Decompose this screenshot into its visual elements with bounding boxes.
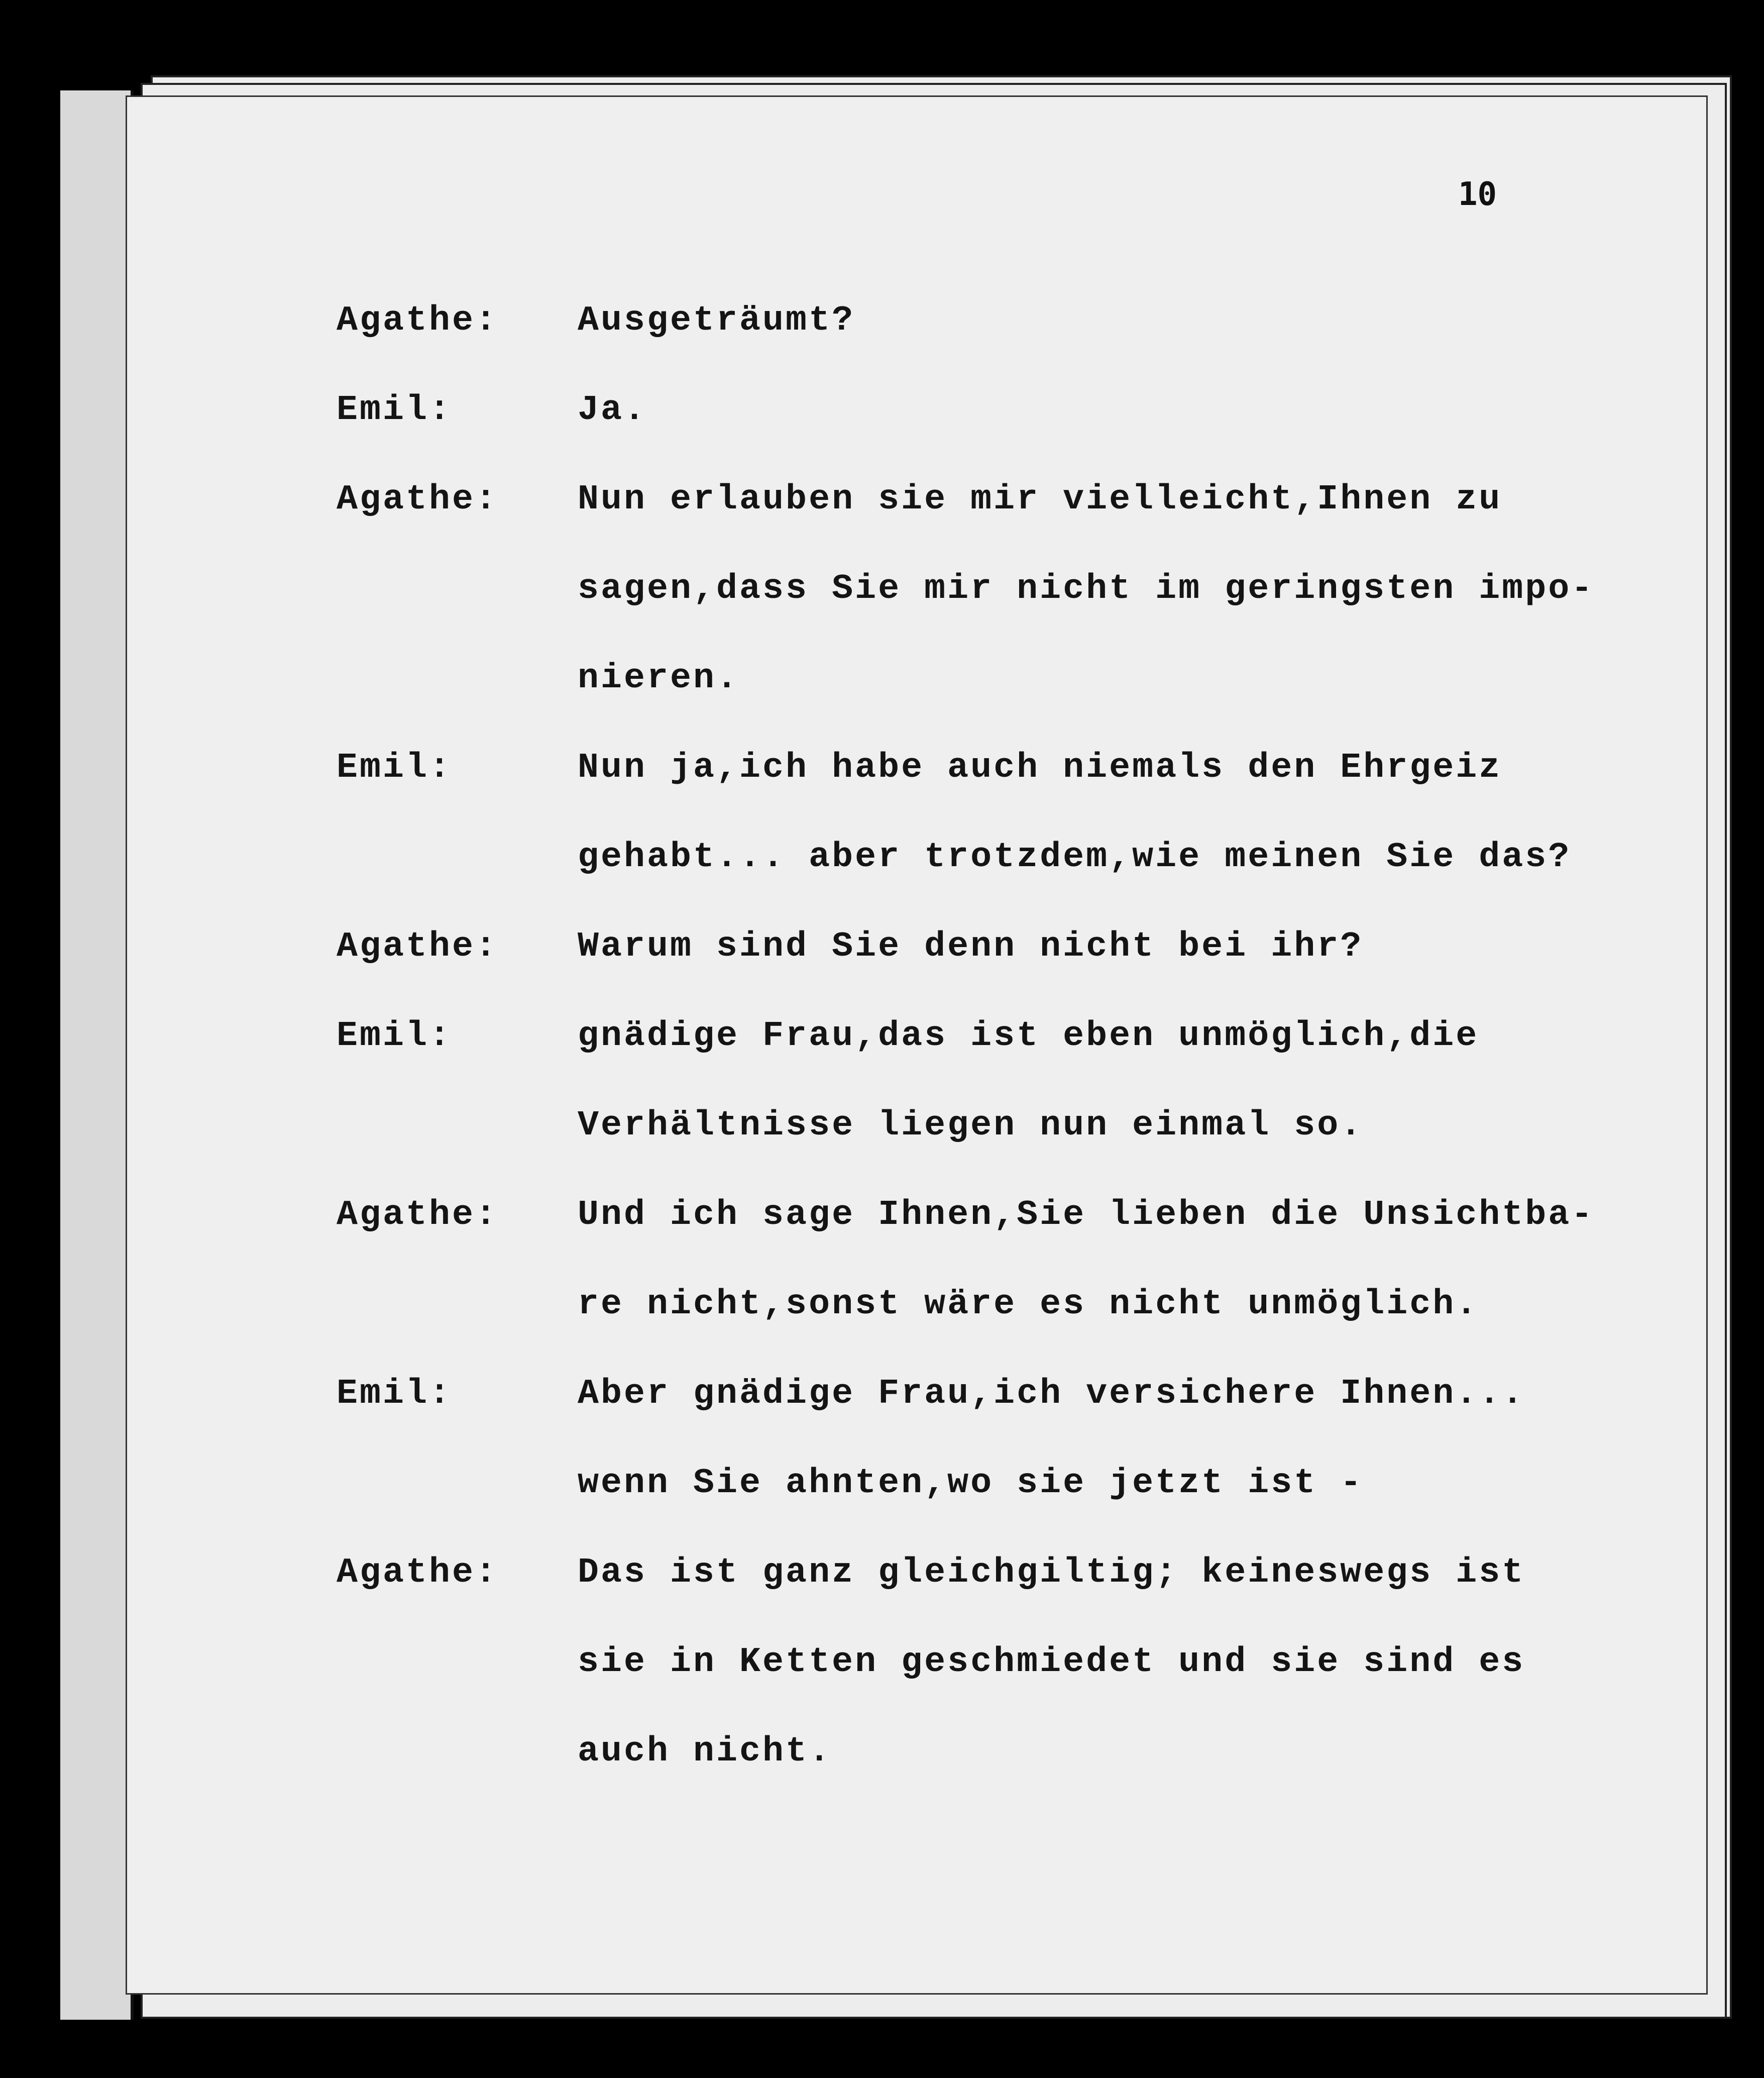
- dialogue-lines: [578, 455, 1693, 723]
- dialogue-lines: [578, 1528, 1693, 1797]
- dialogue-entry: [337, 723, 1693, 902]
- dialogue-line: sie in Ketten geschmiedet und sie sind es: [578, 1642, 1525, 1682]
- dialogue: [337, 276, 1693, 1797]
- dialogue-line: re nicht,sonst wäre es nicht unmöglich.: [578, 1285, 1479, 1324]
- dialogue-entry: [337, 992, 1693, 1171]
- dialogue-entry: [337, 366, 1693, 455]
- dialogue-line: sagen,dass Sie mir nicht im geringsten impo-: [578, 569, 1595, 609]
- dialogue-lines: [578, 276, 1693, 366]
- dialogue-line: Nun ja,ich habe auch niemals den Ehrgeiz: [578, 748, 1502, 788]
- dialogue-lines: [578, 1171, 1693, 1349]
- speaker-name: Emil:: [337, 748, 453, 788]
- dialogue-lines: [578, 723, 1693, 902]
- dialogue-line: Und ich sage Ihnen,Sie lieben die Unsichtba-: [578, 1195, 1595, 1235]
- typescript-page: [126, 95, 1708, 1995]
- page-number: 10: [1458, 176, 1497, 213]
- speaker-name: Agathe:: [337, 927, 499, 967]
- dialogue-lines: [578, 992, 1693, 1171]
- dialogue-entry: [337, 1349, 1693, 1528]
- dialogue-line: Das ist ganz gleichgiltig; keineswegs ist: [578, 1553, 1525, 1593]
- dialogue-lines: [578, 1349, 1693, 1528]
- dialogue-line: auch nicht.: [578, 1732, 832, 1772]
- dialogue-line: Aber gnädige Frau,ich versichere Ihnen...: [578, 1374, 1525, 1414]
- speaker-name: Emil:: [337, 390, 453, 430]
- dialogue-entry: [337, 902, 1693, 992]
- dialogue-line: Nun erlauben sie mir vielleicht,Ihnen zu: [578, 480, 1502, 520]
- dialogue-line: gehabt... aber trotzdem,wie meinen Sie das?: [578, 838, 1572, 877]
- dialogue-entry: [337, 276, 1693, 366]
- speaker-name: Agathe:: [337, 1195, 499, 1235]
- dialogue-entry: [337, 455, 1693, 723]
- speaker-name: Agathe:: [337, 1553, 499, 1593]
- dialogue-line: gnädige Frau,das ist eben unmöglich,die: [578, 1016, 1479, 1056]
- speaker-name: Emil:: [337, 1374, 453, 1414]
- page-edge-strip: [60, 90, 134, 2020]
- speaker-name: Emil:: [337, 1016, 453, 1056]
- dialogue-line: Warum sind Sie denn nicht bei ihr?: [578, 927, 1364, 967]
- dialogue-line: Ausgeträumt?: [578, 301, 855, 341]
- dialogue-line: wenn Sie ahnten,wo sie jetzt ist -: [578, 1464, 1364, 1503]
- speaker-name: Agathe:: [337, 480, 499, 520]
- dialogue-line: Ja.: [578, 390, 647, 430]
- dialogue-line: Verhältnisse liegen nun einmal so.: [578, 1106, 1364, 1146]
- speaker-name: Agathe:: [337, 301, 499, 341]
- dialogue-entry: [337, 1171, 1693, 1349]
- dialogue-line: nieren.: [578, 659, 740, 698]
- dialogue-lines: [578, 366, 1693, 455]
- dialogue-lines: [578, 902, 1693, 992]
- dialogue-entry: [337, 1528, 1693, 1797]
